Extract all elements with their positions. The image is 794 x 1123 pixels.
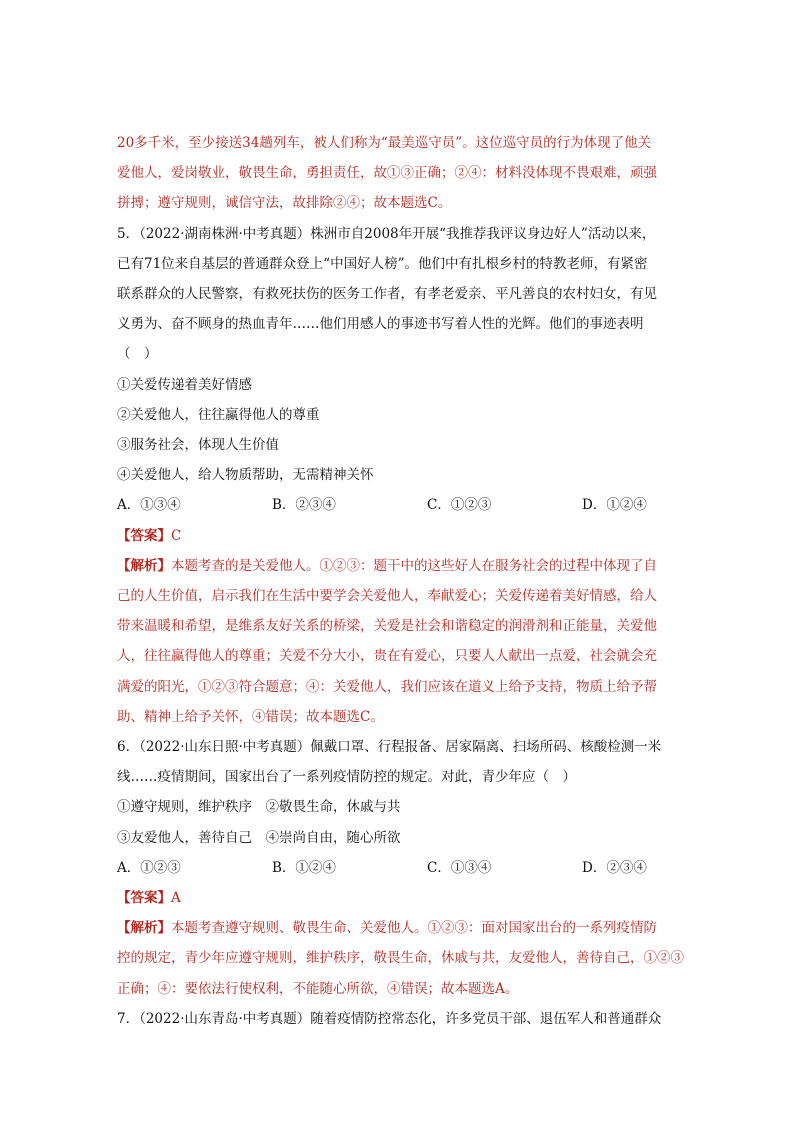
q5-option-b: B．②③④ <box>272 497 336 514</box>
q5-answer-label: 【答案】 <box>117 527 171 544</box>
q5-option-c: C．①②③ <box>427 497 492 514</box>
q6-answer-label: 【答案】 <box>117 890 171 907</box>
q6-option-d: D．②③④ <box>582 859 647 876</box>
q5-item-1: ①关爱传递着美好情感 <box>117 376 252 393</box>
q6-stem-line-2: 线……疫情期间，国家出台了一系列疫情防控的规定。对此，青少年应（ ） <box>117 769 576 786</box>
q5-analysis-line-4: 人，往往赢得他人的尊重；关爱不分大小，贵在有爱心，只要人人献出一点爱，社会就会充 <box>117 648 657 665</box>
q6-analysis-line-2: 控的规定，青少年应遵守规则，维护秩序，敬畏生命，休戚与共，友爱他人，善待自己，①②③ <box>117 950 684 967</box>
q5-analysis-line-3: 带来温暖和希望，是维系友好关系的桥梁，关爱是社会和谐稳定的润滑剂和正能量，关爱他 <box>117 618 657 635</box>
q5-analysis-line-1: 【解析】本题考查的是关爱他人。①②③：题干中的这些好人在服务社会的过程中体现了自 <box>117 557 657 574</box>
q6-items-row-2: ③友爱他人，善待自己 ④崇尚自由，随心所欲 <box>117 829 401 846</box>
q6-analysis-line-1: 【解析】本题考查遵守规则、敬畏生命、关爱他人。①②③：面对国家出台的一系列疫情防 <box>117 920 657 937</box>
q5-stem-line-4: 义勇为、奋不顾身的热血青年……他们用感人的事迹书写着人性的光辉。他们的事迹表明 <box>117 316 644 333</box>
prev-answer-line-2: 爱他人，爱岗敬业，敬畏生命，勇担责任，故①③正确；②④：材料没体现不畏艰难，顽强 <box>117 165 657 182</box>
q5-option-d: D．①②④ <box>582 497 647 514</box>
q5-analysis-label: 【解析】 <box>117 557 171 574</box>
q6-options <box>117 853 677 883</box>
q5-answer-value: C <box>171 527 182 544</box>
q5-item-4: ④关爱他人，给人物质帮助，无需精神关怀 <box>117 467 374 484</box>
q5-item-2: ②关爱他人，往往赢得他人的尊重 <box>117 406 320 423</box>
q5-stem-line-5: （ ） <box>117 346 158 363</box>
prev-answer-line-1: 20多千米，至少接送34趟列车，被人们称为“最美巡守员”。这位巡守员的行为体现了他关 <box>117 135 652 151</box>
q6-analysis-line-3: 正确；④：要依法行使权利，不能随心所欲，④错误；故本题选A。 <box>117 980 519 997</box>
question-content <box>117 128 684 1034</box>
q5-options <box>117 490 677 520</box>
q5-analysis-line-5: 满爱的阳光，①②③符合题意；④：关爱他人，我们应该在道义上给予支持，物质上给予帮 <box>117 678 657 695</box>
q5-item-3: ③服务社会，体现人生价值 <box>117 437 279 454</box>
q5-stem-line-1: 5．（2022·湖南株洲·中考真题）株洲市自2008年开展“我推荐我评议身边好人”活动以来， <box>117 225 656 242</box>
q5-option-a: A．①③④ <box>117 497 181 514</box>
q6-answer-value: A <box>171 890 181 907</box>
q5-stem-line-2: 已有71位来自基层的普通群众登上“中国好人榜”。他们中有扎根乡村的特教老师，有紧密 <box>117 255 648 272</box>
q6-option-b: B．①②④ <box>272 859 336 876</box>
q6-items-row-1: ①遵守规则，维护秩序 ②敬畏生命，休戚与共 <box>117 799 401 816</box>
q6-analysis-label: 【解析】 <box>117 920 171 937</box>
q6-answer <box>117 883 677 913</box>
q6-option-c: C．①③④ <box>427 859 492 876</box>
prev-answer-line-3: 拼搏；遵守规则，诚信守法，故排除②④；故本题选C。 <box>117 195 452 212</box>
q7-stem-line-1: 7．（2022·山东青岛·中考真题）随着疫情防控常态化，许多党员干部、退伍军人和普通群众 <box>117 1010 662 1027</box>
q5-analysis-line-6: 助、精神上给予关怀，④错误；故本题选C。 <box>117 708 384 725</box>
q6-option-a: A．①②③ <box>117 859 181 876</box>
q5-analysis-line-2: 己的人生价值，启示我们在生活中要学会关爱他人，奉献爱心；关爱传递着美好情感，给人 <box>117 588 657 605</box>
q5-stem-line-3: 联系群众的人民警察，有救死扶伤的医务工作者，有孝老爱亲、平凡善良的农村妇女，有见 <box>117 286 657 303</box>
q6-stem-line-1: 6．（2022·山东日照·中考真题）佩戴口罩、行程报备、居家隔离、扫场所码、核酸检测一米 <box>117 739 662 756</box>
q5-answer <box>117 521 677 551</box>
